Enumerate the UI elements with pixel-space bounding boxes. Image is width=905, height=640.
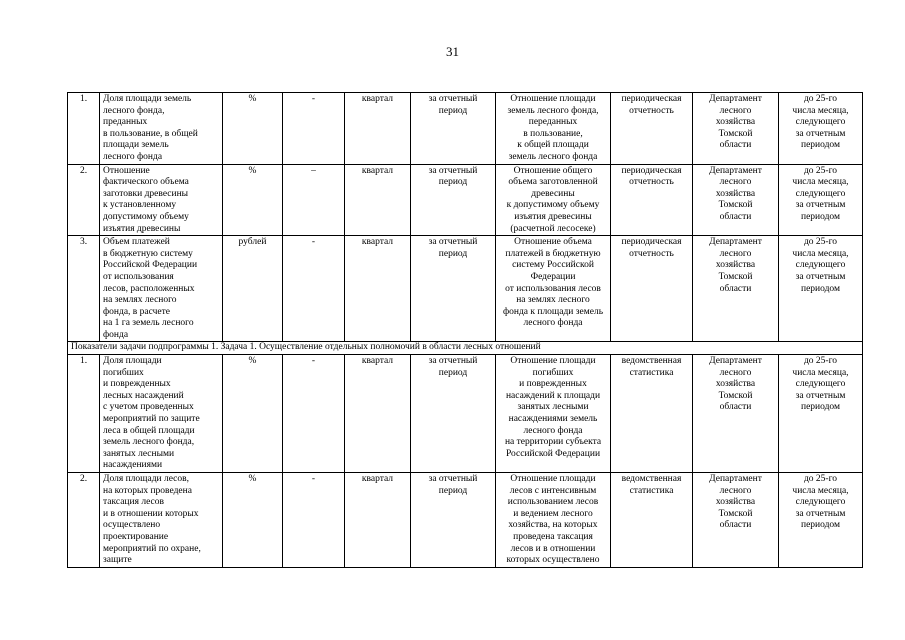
responsible-cell: Департамент лесного хозяйства Томской области (693, 93, 779, 165)
method-cell: Отношение объема платежей в бюджетную систему Российской Федерации от использования лесов на землях лесного фонда к площади земель лесного фонда (496, 236, 611, 342)
row-number: 2. (68, 164, 100, 236)
responsible-cell: Департамент лесного хозяйства Томской области (693, 355, 779, 473)
table-row (68, 355, 863, 473)
dash-cell: - (283, 473, 345, 568)
source-cell: ведомственная статистика (611, 473, 693, 568)
deadline-cell: до 25-го числа месяца, следующего за отчетным периодом (779, 355, 863, 473)
unit-cell: % (223, 93, 283, 165)
periodicity-cell: квартал (345, 93, 411, 165)
section-title: Показатели задачи подпрограммы 1. Задача 1. Осуществление отдельных полномочий в области лесных отношений (68, 342, 863, 355)
section-heading-row (68, 342, 863, 355)
method-cell: Отношение площади погибших и поврежденных насаждений к площади занятых лесными насаждениями земель лесного фонда на территории субъекта Российской Федерации (496, 355, 611, 473)
indicator-name: Доля площади погибших и поврежденных лесных насаждений с учетом проведенных мероприятий по защите леса в общей площади земель лесного фонда, занятых лесными насаждениями (100, 355, 223, 473)
method-cell: Отношение площади лесов с интенсивным использованием лесов и ведением лесного хозяйства, на которых проведена таксация лесов и в отношении которых осуществлено (496, 473, 611, 568)
table-row (68, 236, 863, 342)
source-cell: периодическая отчетность (611, 164, 693, 236)
dash-cell: - (283, 236, 345, 342)
period-cell: за отчетный период (411, 164, 496, 236)
table-row (68, 164, 863, 236)
indicator-name: Доля площади земель лесного фонда, преданных в пользование, в общей площади земель лесного фонда (100, 93, 223, 165)
deadline-cell: до 25-го числа месяца, следующего за отчетным периодом (779, 164, 863, 236)
method-cell: Отношение общего объема заготовленной древесины к допустимому объему изъятия древесины (расчетной лесосеке) (496, 164, 611, 236)
row-number: 2. (68, 473, 100, 568)
unit-cell: % (223, 355, 283, 473)
table-row (68, 473, 863, 568)
row-number: 1. (68, 93, 100, 165)
row-number: 3. (68, 236, 100, 342)
unit-cell: рублей (223, 236, 283, 342)
unit-cell: % (223, 164, 283, 236)
period-cell: за отчетный период (411, 236, 496, 342)
periodicity-cell: квартал (345, 236, 411, 342)
indicator-name: Объем платежей в бюджетную систему Российской Федерации от использования лесов, расположенных на землях лесного фонда, в расчете на 1 га земель лесного фонда (100, 236, 223, 342)
indicator-name: Доля площади лесов, на которых проведена таксация лесов и в отношении которых осуществлено проектирование мероприятий по охране, защите (100, 473, 223, 568)
periodicity-cell: квартал (345, 355, 411, 473)
dash-cell: - (283, 93, 345, 165)
dash-cell: - (283, 355, 345, 473)
periodicity-cell: квартал (345, 473, 411, 568)
unit-cell: % (223, 473, 283, 568)
deadline-cell: до 25-го числа месяца, следующего за отчетным периодом (779, 236, 863, 342)
dash-cell: – (283, 164, 345, 236)
responsible-cell: Департамент лесного хозяйства Томской области (693, 236, 779, 342)
indicators-table (67, 92, 863, 568)
table-row (68, 93, 863, 165)
responsible-cell: Департамент лесного хозяйства Томской области (693, 164, 779, 236)
responsible-cell: Департамент лесного хозяйства Томской области (693, 473, 779, 568)
period-cell: за отчетный период (411, 355, 496, 473)
indicator-name: Отношение фактического объема заготовки древесины к установленному допустимому объему изъятия древесины (100, 164, 223, 236)
source-cell: периодическая отчетность (611, 93, 693, 165)
row-number: 1. (68, 355, 100, 473)
page-number: 31 (446, 44, 459, 59)
period-cell: за отчетный период (411, 473, 496, 568)
period-cell: за отчетный период (411, 93, 496, 165)
deadline-cell: до 25-го числа месяца, следующего за отчетным периодом (779, 473, 863, 568)
source-cell: периодическая отчетность (611, 236, 693, 342)
periodicity-cell: квартал (345, 164, 411, 236)
method-cell: Отношение площади земель лесного фонда, переданных в пользование, к общей площади земель лесного фонда (496, 93, 611, 165)
source-cell: ведомственная статистика (611, 355, 693, 473)
deadline-cell: до 25-го числа месяца, следующего за отчетным периодом (779, 93, 863, 165)
